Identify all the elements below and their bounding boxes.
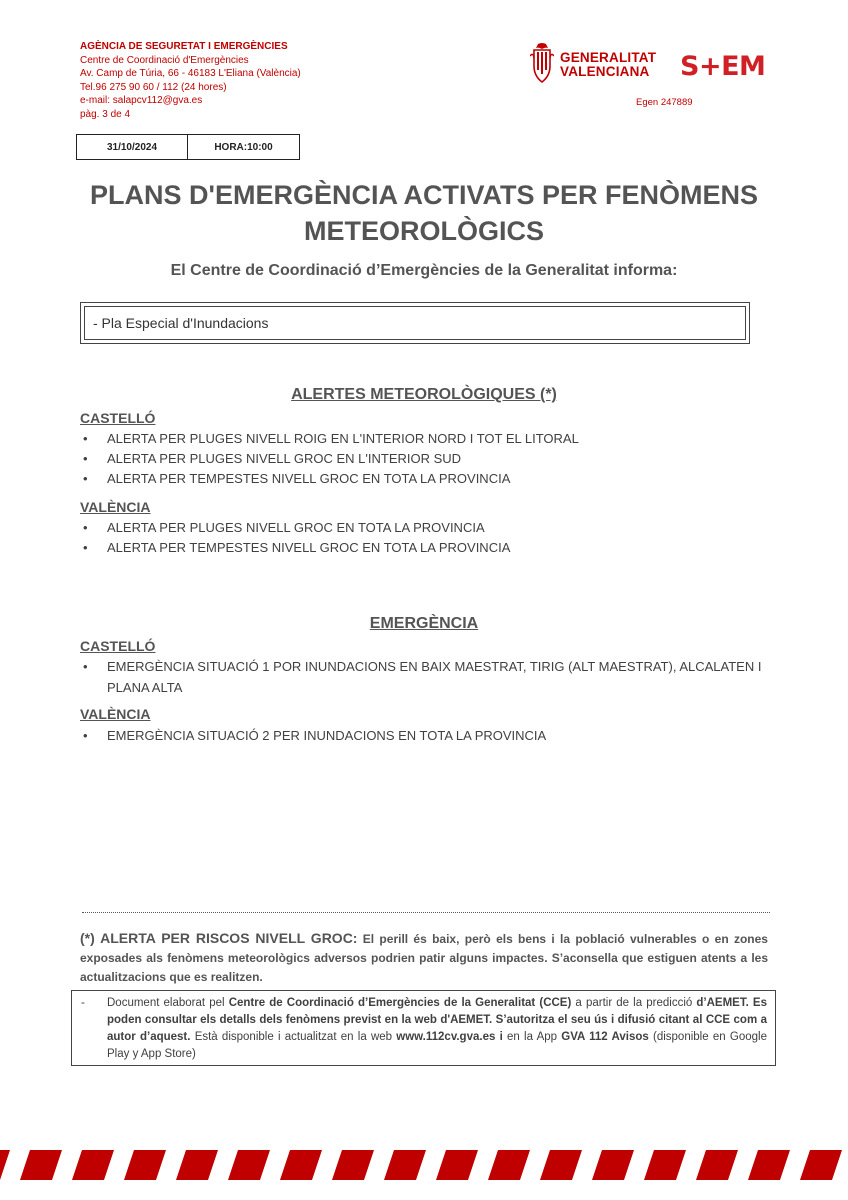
agency-address: Av. Camp de Túria, 66 - 46183 L'Eliana (València) [80, 68, 301, 80]
page-number: pàg. 3 de 4 [80, 108, 131, 120]
stripe [228, 1150, 270, 1180]
alerts-valencia-list [80, 518, 770, 558]
footer-text-1: Document elaborat pel [107, 997, 229, 1009]
page-subtitle: El Centre de Coordinació d’Emergències de la Generalitat informa: [170, 262, 678, 279]
emergency-valencia-heading: VALÈNCIA [80, 706, 151, 722]
footer-text-3: Està disponible i actualitzat en la web [190, 1031, 397, 1043]
emergency-valencia-list [80, 726, 770, 746]
red-stripe-border [0, 1150, 848, 1180]
stripe [72, 1150, 114, 1180]
stripe [280, 1150, 322, 1180]
footer-text [107, 995, 767, 1063]
footer-app: GVA 112 Avisos [561, 1031, 649, 1043]
coat-of-arms-icon [530, 42, 554, 84]
plan-box [80, 302, 750, 344]
report-date: 31/10/2024 [77, 135, 188, 159]
agency-header [80, 40, 301, 122]
footer-aemet: d’AEMET. Es poden consultar els detalls dels fenòmens previst en la web d'AEMET. S’autoritza el seu ús i difusió citant al CCE com a autor d’aquest. [107, 997, 767, 1043]
generalitat-logo-text [560, 51, 656, 79]
alerts-section-title: ALERTES METEOROLÒGIQUES (*) [291, 386, 557, 403]
generalitat-logo-line2: VALENCIANA [560, 64, 650, 79]
footer-website: www.112cv.gva.es i [396, 1031, 503, 1043]
yellow-alert-note [80, 929, 768, 987]
date-time-box [76, 134, 300, 160]
active-plan: - Pla Especial d'Inundacions [84, 306, 746, 340]
footer-cce: Centre de Coordinació d’Emergències de la Generalitat (CCE) [228, 997, 572, 1009]
alerts-castello-heading: CASTELLÓ [80, 410, 156, 426]
stripe [748, 1150, 790, 1180]
stripe [540, 1150, 582, 1180]
alerts-castello-list [80, 429, 770, 489]
note-text: El perill és baix, però els bens i la població vulnerables o en zones exposades als fenòmens meteorològics adversos podrien patir alguns impactes. S’aconsella que estiguen atents a les actualitzacions que es realitzen. [80, 932, 768, 984]
stripe [800, 1150, 842, 1180]
agency-name: AGÈNCIA DE SEGURETAT I EMERGÈNCIES [80, 41, 288, 52]
list-item: • ALERTA PER TEMPESTES NIVELL GROC EN TOTA LA PROVINCIA [80, 538, 770, 558]
stripe [332, 1150, 374, 1180]
report-time: HORA:10:00 [214, 141, 273, 153]
stripe [696, 1150, 738, 1180]
stripe [436, 1150, 478, 1180]
list-item: • EMERGÈNCIA SITUACIÓ 2 PER INUNDACIONS EN TOTA LA PROVINCIA [80, 726, 770, 746]
generalitat-logo-line1: GENERALITAT [560, 50, 657, 65]
agency-email: e-mail: salapcv112@gva.es [80, 95, 203, 107]
footer-dash: - [81, 997, 85, 1009]
divider [82, 912, 770, 913]
agency-centre: Centre de Coordinació d'Emergències [80, 54, 249, 66]
stripe [0, 1150, 10, 1180]
stripe [124, 1150, 166, 1180]
footer-text-5: (disponible en Google Play y App Store) [107, 1031, 767, 1060]
note-lead: (*) ALERTA PER RISCOS NIVELL GROC: [80, 930, 358, 946]
page-title: PLANS D'EMERGÈNCIA ACTIVATS PER FENÒMENS METEOROLÒGICS [90, 180, 758, 246]
emergency-castello-heading: CASTELLÓ [80, 638, 156, 654]
list-item: • ALERTA PER PLUGES NIVELL ROIG EN L'INTERIOR NORD I TOT EL LITORAL [80, 429, 770, 449]
stripe [644, 1150, 686, 1180]
sem-logo: S+EM [680, 51, 766, 82]
emergency-castello-list [80, 656, 770, 698]
stripe [20, 1150, 62, 1180]
agency-phone: Tel.96 275 90 60 / 112 (24 hores) [80, 81, 227, 93]
stripe [592, 1150, 634, 1180]
list-item: • ALERTA PER PLUGES NIVELL GROC EN L'INTERIOR SUD [80, 449, 770, 469]
alerts-valencia-heading: VALÈNCIA [80, 499, 151, 515]
list-item: • ALERTA PER PLUGES NIVELL GROC EN TOTA LA PROVINCIA [80, 518, 770, 538]
stripe [176, 1150, 218, 1180]
footer-box [71, 990, 776, 1066]
emergency-section-title: EMERGÈNCIA [369, 615, 479, 632]
list-item: • EMERGÈNCIA SITUACIÓ 1 POR INUNDACIONS EN BAIX MAESTRAT, TIRIG (ALT MAESTRAT), ALCALATEN I PLANA ALTA [80, 656, 770, 698]
list-item: • ALERTA PER TEMPESTES NIVELL GROC EN TOTA LA PROVINCIA [80, 469, 770, 489]
footer-text-2: a partir de la predicció [571, 997, 697, 1009]
footer-text-4: en la App [502, 1031, 562, 1043]
stripe [488, 1150, 530, 1180]
egen-reference: Egen 247889 [636, 97, 693, 108]
generalitat-logo [530, 42, 660, 84]
stripe [384, 1150, 426, 1180]
